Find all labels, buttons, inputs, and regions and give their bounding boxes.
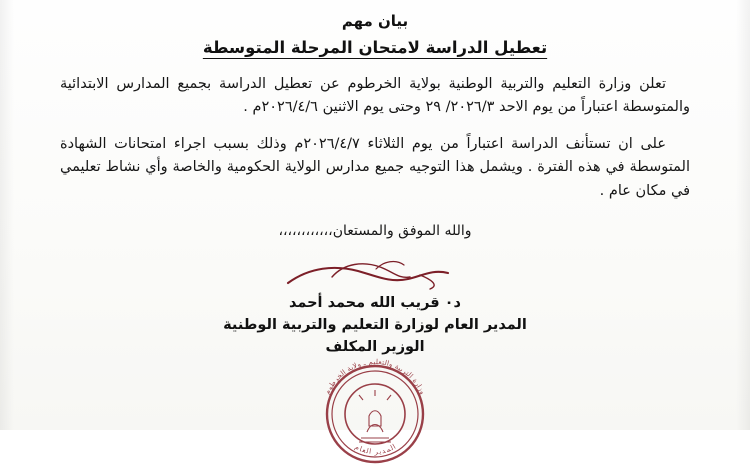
- stamp-outer-text: وزارة التربية والتعليم ـ ولاية الخرطوم: [323, 357, 427, 396]
- document-heading-primary: بيان مهم: [341, 12, 409, 30]
- document-heading-secondary: تعطيل الدراسة لامتحان المرحلة المتوسطة: [202, 38, 548, 57]
- paragraph-2: [46, 133, 704, 203]
- signatory-role-line-2: الوزير المكلف: [325, 339, 425, 356]
- stamp-inner-text: المدير العام: [353, 442, 398, 457]
- paragraph-1: [46, 73, 704, 120]
- closing-phrase: والله الموفق والمستعان،،،،،،،،،،،،: [278, 223, 472, 240]
- paragraph-2-text: على ان تستأنف الدراسة اعتباراً من يوم الثلاثاء ٢٠٢٦/٤/٧م وذلك بسبب اجراء امتحانات الشهادة المتوسطة في هذه الفترة . ويشمل هذا التوجيه جميع مدارس الولاية الحكومية والخاصة وأي نشاط تعليمي في مكان عام .: [60, 135, 690, 199]
- signatory-name: د٠ قريب الله محمد أحمد: [289, 295, 461, 312]
- signatory-role-line-1: المدير العام لوزارة التعليم والتربية الوطنية: [223, 317, 527, 334]
- official-stamp-icon: [315, 354, 435, 474]
- handwritten-signature-icon: [280, 257, 470, 297]
- paragraph-1-text: تعلن وزارة التعليم والتربية الوطنية بولاية الخرطوم عن تعطيل الدراسة بجميع المدارس الابتدائية والمتوسطة اعتباراً من يوم الاحد ٢٠٢٦/٣/ ٢٩ وحتى يوم الاثنين ٢٠٢٦/٤/٦م .: [60, 76, 690, 116]
